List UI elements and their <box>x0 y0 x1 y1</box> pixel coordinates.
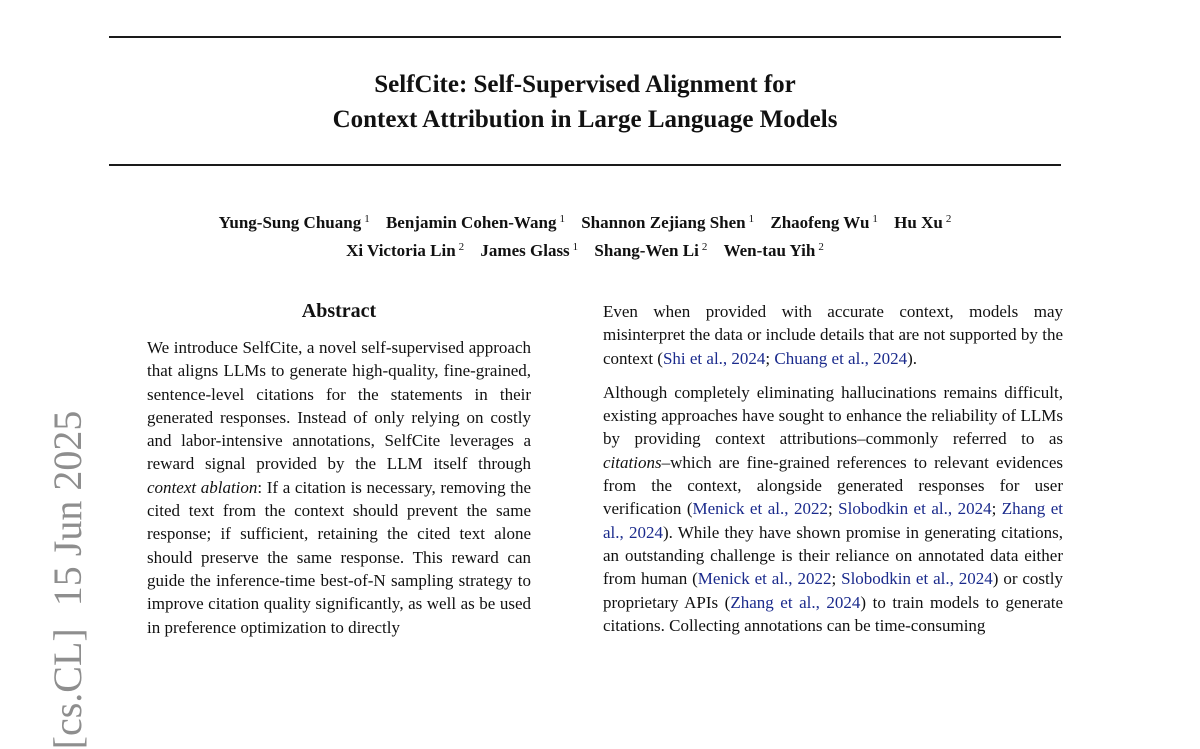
abstract-column <box>147 300 531 639</box>
author-affiliation: 2 <box>701 241 708 253</box>
abstract-emphasis: context ablation <box>147 477 258 497</box>
author-name: Wen-tau Yih <box>723 241 816 260</box>
arxiv-category: [cs.CL] <box>45 628 90 749</box>
citation-link[interactable]: Slobodkin et al., 2024 <box>838 499 992 519</box>
citation-link[interactable]: Chuang et al., 2024 <box>774 348 908 368</box>
title-line-2: Context Attribution in Large Language Models <box>332 106 838 133</box>
arxiv-date: 15 Jun 2025 <box>45 410 90 607</box>
body-text: ; <box>765 348 775 368</box>
author-affiliation: 2 <box>458 241 465 253</box>
abstract-heading: Abstract <box>301 300 377 322</box>
paper-title <box>0 67 1170 137</box>
author-row-2 <box>0 235 1170 263</box>
author-affiliation: 2 <box>945 213 952 225</box>
author-name: Shannon Zejiang Shen <box>581 213 746 232</box>
body-text: ). While they have shown promise in generating citations, an outstanding challenge is their reliance on annotated data either from human ( <box>603 522 1063 589</box>
author-list <box>0 207 1170 263</box>
body-text: Although completely eliminating hallucinations remains difficult, existing approaches have sought to enhance the reliability of LLMs by providing context attributions–commonly referred to as <box>603 382 1063 449</box>
author <box>219 213 370 232</box>
body-text: ; <box>827 499 839 519</box>
author <box>594 241 707 260</box>
author-affiliation: 1 <box>364 213 370 225</box>
citation-link[interactable]: Shi et al., 2024 <box>662 348 766 368</box>
author-row-1 <box>0 207 1170 235</box>
author <box>770 213 878 232</box>
citation-link[interactable]: Zhang et al., 2024 <box>730 592 861 612</box>
author-affiliation: 1 <box>872 213 878 225</box>
top-rule <box>109 36 1061 38</box>
author-affiliation: 1 <box>572 241 579 253</box>
author-name: Benjamin Cohen-Wang <box>385 213 557 232</box>
author <box>346 241 464 260</box>
citation-link[interactable]: Zhang et al., 2024 <box>603 499 1063 542</box>
author-affiliation: 1 <box>748 213 755 225</box>
abstract-text: : If a citation is necessary, removing the cited text from the context should prevent the same response; if sufficient, retaining the cited text alone should preserve the same response. This reward can guide the inference-time best-of-N sampling strategy to improve citation quality significantly, as well as be used in preference optimization to directly <box>147 477 531 637</box>
author-name: Xi Victoria Lin <box>346 241 456 260</box>
author <box>386 213 565 232</box>
author-name: Shang-Wen Li <box>594 241 699 260</box>
body-text: ; <box>991 499 1002 519</box>
intro-paragraph-1 <box>603 300 1063 370</box>
citation-link[interactable]: Menick et al., 2022 <box>697 569 832 589</box>
introduction-column <box>603 300 1063 648</box>
body-text: ; <box>831 569 842 589</box>
author-name: Zhaofeng Wu <box>770 213 870 232</box>
author-affiliation: 2 <box>818 241 824 253</box>
citation-link[interactable]: Menick et al., 2022 <box>692 499 828 519</box>
body-emphasis: citations <box>603 452 662 472</box>
author-name: Yung-Sung Chuang <box>218 213 362 232</box>
bottom-rule <box>109 164 1061 166</box>
arxiv-stamp <box>45 410 90 749</box>
body-text: ). <box>907 348 917 368</box>
intro-paragraph-2 <box>603 381 1063 637</box>
abstract-body <box>147 336 531 639</box>
author <box>894 213 951 232</box>
body-text: –which are fine-grained references to relevant evidences from the context, alongside generated responses for user verification ( <box>603 452 1063 519</box>
title-line-1: SelfCite: Self-Supervised Alignment for <box>374 71 796 98</box>
body-text: Even when provided with accurate context, models may misinterpret the data or include details that are not supported by the context ( <box>603 302 1063 368</box>
author-name: James Glass <box>480 241 570 260</box>
author <box>480 241 578 260</box>
citation-link[interactable]: Slobodkin et al., 2024 <box>841 569 993 589</box>
author <box>581 213 754 232</box>
author-affiliation: 1 <box>559 213 565 225</box>
abstract-text: We introduce SelfCite, a novel self-supervised approach that aligns LLMs to generate high-quality, fine-grained, sentence-level citations for the statements in their generated responses. Instead of only relying on costly and labor-intensive annotations, SelfCite leverages a reward signal provided by the LLM itself through <box>147 338 531 474</box>
body-text: ) to train models to generate citations. Collecting annotations can be time-consuming <box>603 592 1064 635</box>
author-name: Hu Xu <box>894 213 943 232</box>
author <box>724 241 824 260</box>
body-text: ) or costly proprietary APIs ( <box>603 569 1063 612</box>
